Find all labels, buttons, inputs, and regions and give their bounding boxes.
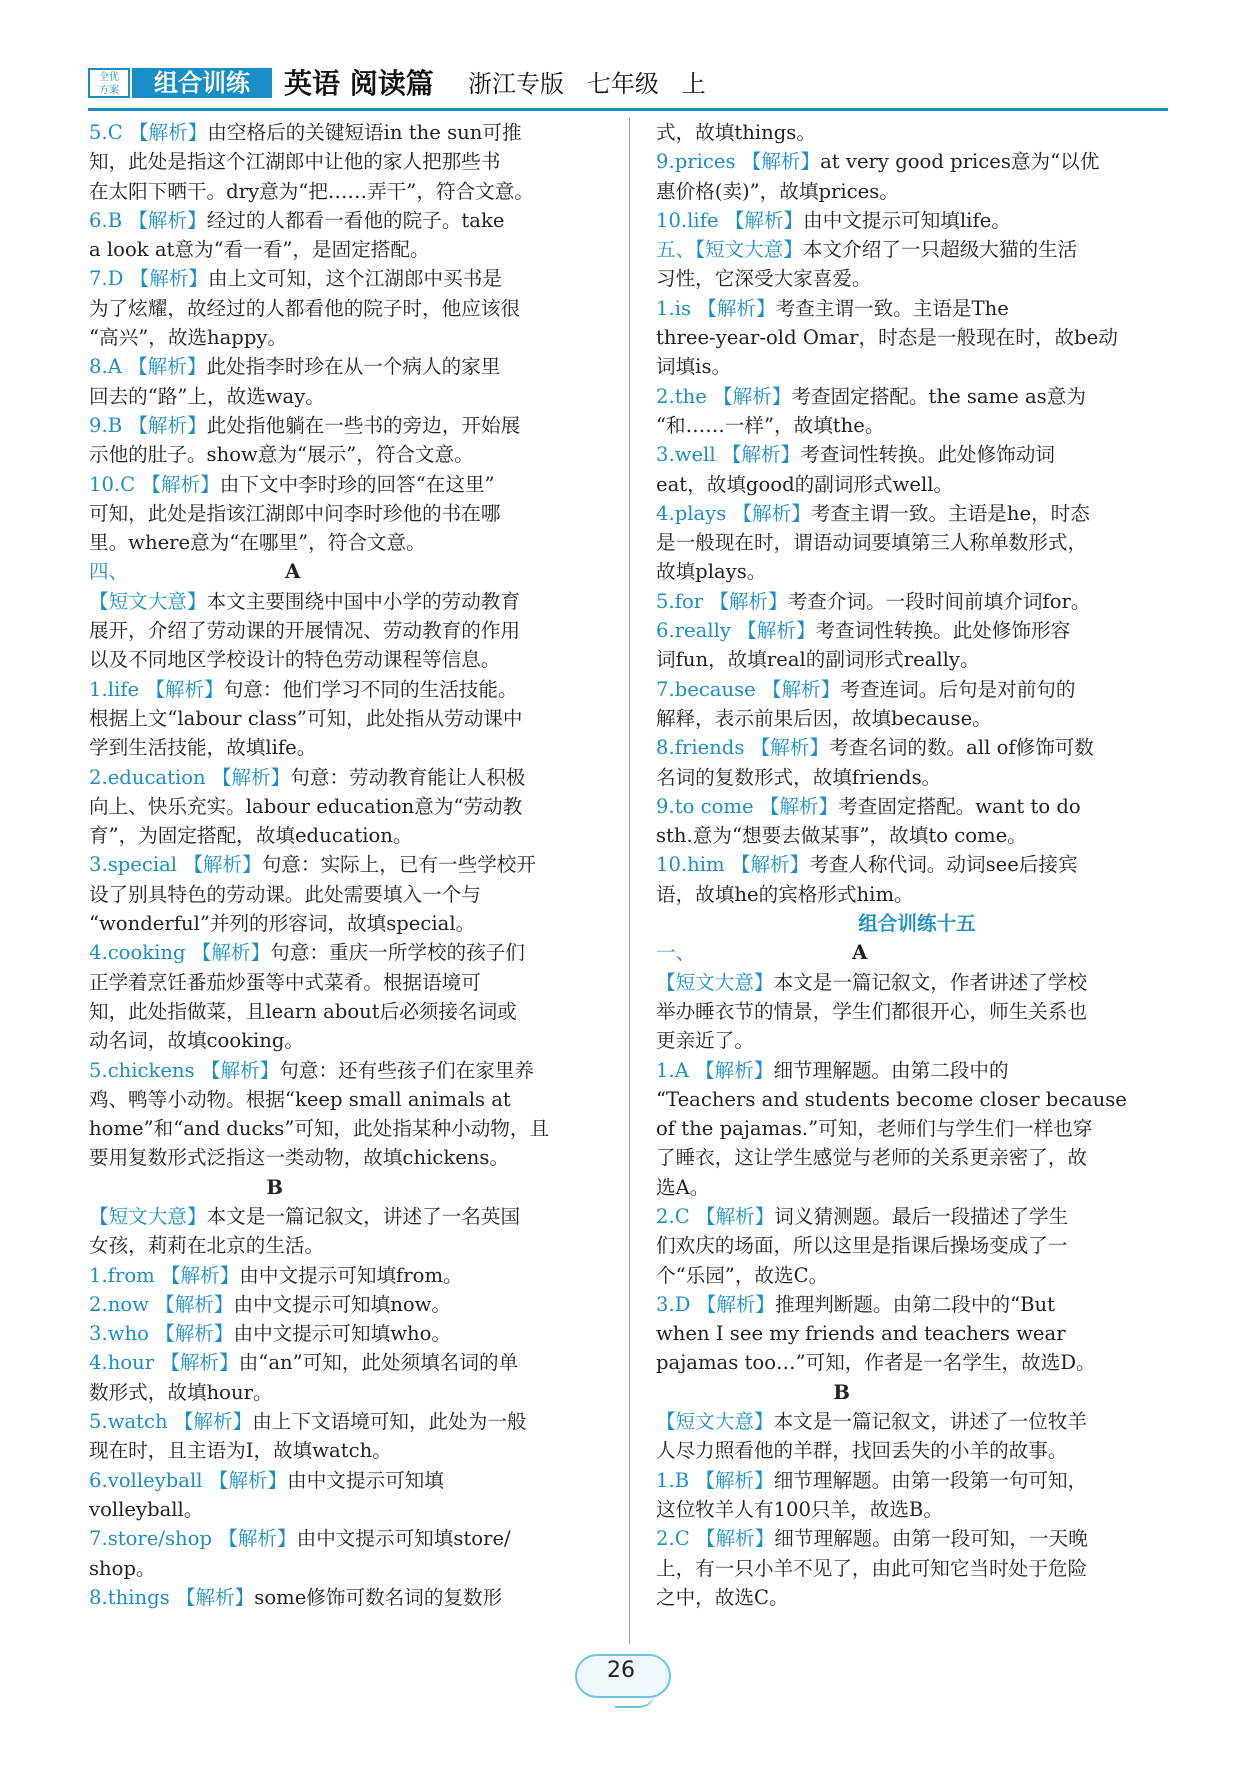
analysis-tag: 【解析】 [128, 413, 207, 437]
text-line [656, 616, 1178, 645]
text-line [89, 1290, 611, 1319]
text-line [656, 792, 1178, 821]
analysis-tag: 【解析】 [695, 1058, 774, 1082]
text-segment: 考查主谓一致。主语是The [775, 296, 1009, 320]
analysis-tag: 【解析】 [141, 472, 220, 496]
right-column [656, 118, 1178, 1612]
analysis-tag: 【解析】 [191, 941, 271, 965]
text-line [656, 382, 1178, 411]
text-segment: eat，故填good的副词形式well。 [656, 472, 954, 496]
analysis-tag: 【解析】 [696, 1292, 776, 1316]
analysis-tag: 【解析】 [732, 501, 811, 525]
answer-key: 3.well [656, 443, 722, 467]
analysis-tag: 【解析】 [129, 267, 209, 291]
page-header [88, 62, 1168, 106]
part-label: B [656, 1380, 850, 1404]
text-segment: 更亲近了。 [656, 1029, 754, 1053]
answer-key: 8.friends [656, 736, 751, 760]
text-line [656, 147, 1178, 176]
text-segment: 可知，此处是指该江湖郎中问李时珍他的书在哪 [89, 501, 501, 525]
answer-key: 6.B [89, 208, 129, 232]
text-segment: 本文介绍了一只超级大猫的生活 [802, 238, 1078, 262]
text-line [89, 1114, 611, 1143]
text-segment: 由中文提示可知填life。 [803, 208, 1011, 232]
text-line [656, 821, 1178, 850]
text-line [89, 1173, 611, 1202]
text-line [89, 880, 611, 909]
text-line [89, 206, 611, 235]
text-segment: 惠价格(卖)”，故填prices。 [656, 179, 899, 203]
text-line [656, 470, 1178, 499]
answer-key: 1.A [656, 1058, 696, 1082]
text-segment: three-year-old Omar，时态是一般现在时，故be动 [656, 326, 1118, 350]
text-line [89, 733, 611, 762]
analysis-tag: 【短文大意】 [89, 589, 207, 613]
part-label: A [128, 560, 301, 584]
text-segment: volleyball。 [89, 1497, 204, 1521]
answer-key: 2.education [89, 765, 212, 789]
text-line [89, 850, 611, 879]
analysis-tag: 【解析】 [741, 150, 821, 174]
text-segment: 考查词性转换。此处修饰动词 [800, 443, 1055, 467]
text-line [656, 264, 1178, 293]
text-segment: 向上、快乐充实。labour education意为“劳动教 [89, 794, 523, 818]
answer-key: 2.C [656, 1204, 696, 1228]
text-segment: 细节理解题。由第二段中的 [773, 1058, 1009, 1082]
text-segment: “Teachers and students become closer because [656, 1087, 1127, 1111]
text-segment: 是一般现在时，谓语动词要填第三人称单数形式， [656, 531, 1088, 555]
text-line [656, 1348, 1178, 1377]
text-line [89, 177, 611, 206]
analysis-tag: 【解析】 [208, 1468, 288, 1492]
text-segment: sth.意为“想要去做某事”，故填to come。 [656, 824, 1027, 848]
text-line [89, 528, 611, 557]
text-segment: 举办睡衣节的情景，学生们都很开心，师生关系也 [656, 999, 1088, 1023]
answer-key: 9.prices [656, 150, 742, 174]
text-segment: 本文是一篇记叙文，作者讲述了学校 [773, 970, 1088, 994]
answer-key: 4.hour [89, 1351, 161, 1375]
answer-key: 8.A [89, 355, 129, 379]
section-heading: 组合训练十五 [858, 912, 976, 936]
text-line [89, 1524, 611, 1553]
text-segment: 词填is。 [656, 355, 732, 379]
text-segment: pajamas too…”可知，作者是一名学生，故选D。 [656, 1351, 1096, 1375]
text-segment: 句意：重庆一所学校的孩子们 [270, 941, 525, 965]
analysis-tag: 【短文大意】 [89, 1204, 207, 1228]
text-line [656, 1231, 1178, 1260]
text-segment: 细节理解题。由第一段可知，一天晚 [774, 1527, 1088, 1551]
text-line [89, 1348, 611, 1377]
analysis-tag: 【解析】 [155, 1322, 234, 1346]
text-segment: 以及不同地区学校设计的特色劳动课程等信息。 [89, 648, 501, 672]
text-line [656, 1056, 1178, 1085]
text-line [656, 235, 1178, 264]
text-line [656, 1173, 1178, 1202]
text-segment: 考查名词的数。all of修饰可数 [829, 736, 1095, 760]
text-line [89, 997, 611, 1026]
text-segment: 由下文中李时珍的回答“在这里” [219, 472, 495, 496]
analysis-tag: 【解析】 [724, 208, 804, 232]
text-line [89, 1143, 611, 1172]
text-segment: 正学着烹饪番茄炒蛋等中式菜肴。根据语境可 [89, 970, 481, 994]
text-segment: of the pajamas.”可知，老师们与学生们一样也穿 [656, 1117, 1093, 1141]
analysis-tag: 【解析】 [175, 1585, 255, 1609]
text-segment: 为了炫耀，故经过的人都看他的院子时，他应该很 [89, 296, 521, 320]
text-segment: home”和“and ducks”可知，此处指某种小动物，且 [89, 1117, 550, 1141]
left-column [89, 118, 611, 1612]
text-segment: 句意：实际上，已有一些学校开 [261, 853, 536, 877]
answer-key: 7.D [89, 267, 130, 291]
text-line [656, 587, 1178, 616]
text-line [89, 1261, 611, 1290]
analysis-tag: 【解析】 [730, 853, 810, 877]
text-segment: shop。 [89, 1556, 156, 1580]
text-line [656, 352, 1178, 381]
text-line [656, 1085, 1178, 1114]
text-segment: “高兴”，故选happy。 [89, 326, 288, 350]
text-line [656, 177, 1178, 206]
answer-key: 5.watch [89, 1410, 174, 1434]
text-segment: 句意：劳动教育能让人积极 [290, 765, 526, 789]
analysis-tag: 【解析】 [128, 208, 207, 232]
text-line [89, 557, 611, 586]
answer-key: 2.the [656, 384, 714, 408]
text-segment: 考查词性转换。此处修饰形容 [815, 619, 1071, 643]
answer-key: 4.plays [656, 501, 733, 525]
brand-bottom: 方案 [99, 85, 119, 96]
text-segment: “和……一样”，故填the。 [656, 413, 885, 437]
text-line [89, 411, 611, 440]
answer-key: 9.B [89, 413, 129, 437]
text-segment: 示他的肚子。show意为“展示”，符合文意。 [89, 443, 474, 467]
text-line [89, 1319, 611, 1348]
answer-key: 2.C [656, 1527, 696, 1551]
analysis-tag: 【解析】 [750, 736, 829, 760]
book-edition: 浙江专版 七年级 上 [468, 70, 706, 98]
text-segment: 上，有一只小羊不见了，由此可知它当时处于危险 [656, 1556, 1088, 1580]
text-segment: 考查连词。后句是对前句的 [840, 677, 1076, 701]
text-line [89, 763, 611, 792]
text-line [656, 206, 1178, 235]
text-line [656, 675, 1178, 704]
answer-key: 8.things [89, 1585, 176, 1609]
text-line [89, 440, 611, 469]
text-line [656, 1290, 1178, 1319]
text-segment: 本文主要围绕中国中小学的劳动教育 [206, 589, 521, 613]
page-number: 26 [607, 1658, 635, 1683]
text-segment: 由中文提示可知填from。 [239, 1263, 463, 1287]
text-segment: 知，此处是指这个江湖郎中让他的家人把那些书 [89, 150, 501, 174]
text-line [89, 1466, 611, 1495]
text-segment: 习性，它深受大家喜爱。 [656, 267, 872, 291]
text-line [656, 1143, 1178, 1172]
text-line [656, 880, 1178, 909]
header-rule [88, 108, 1168, 111]
text-line [89, 909, 611, 938]
text-line [89, 1085, 611, 1114]
text-line [89, 1407, 611, 1436]
analysis-tag: 【解析】 [695, 1527, 775, 1551]
text-line [89, 1056, 611, 1085]
text-line [656, 557, 1178, 586]
text-line [656, 528, 1178, 557]
text-segment: when I see my friends and teachers wear [656, 1322, 1066, 1346]
text-line [89, 1554, 611, 1583]
text-line [89, 1495, 611, 1524]
text-segment: 动名词，故填cooking。 [89, 1029, 305, 1053]
text-segment: 细节理解题。由第一段第一句可知， [773, 1468, 1088, 1492]
text-segment: 句意：还有些孩子们在家里养 [279, 1058, 534, 1082]
text-line [656, 850, 1178, 879]
text-segment: 由中文提示可知填who。 [233, 1322, 452, 1346]
text-line [89, 352, 611, 381]
text-line [89, 821, 611, 850]
text-segment: 名词的复数形式，故填friends。 [656, 765, 942, 789]
analysis-tag: 【解析】 [128, 121, 208, 144]
text-segment: 由上文可知，这个江湖郎中买书是 [208, 267, 502, 291]
text-line [656, 909, 1178, 938]
part-label: B [89, 1175, 283, 1199]
answer-key: 4.cooking [89, 941, 192, 965]
answer-key: 10.C [89, 472, 142, 496]
text-line [656, 1114, 1178, 1143]
text-segment: 考查介词。一段时间前填介词for。 [787, 589, 1091, 613]
analysis-tag: 【解析】 [200, 1058, 280, 1082]
text-segment: 选A。 [656, 1175, 710, 1199]
text-segment: 此处指李时珍在从一个病人的家里 [206, 355, 501, 379]
text-line [656, 1407, 1178, 1436]
text-line [89, 968, 611, 997]
answer-key: 6.really [656, 619, 738, 643]
text-line [656, 411, 1178, 440]
text-line [656, 1202, 1178, 1231]
text-segment: 本文是一篇记叙文，讲述了一名英国 [206, 1204, 521, 1228]
text-line [89, 323, 611, 352]
text-segment: 由中文提示可知填store/ [296, 1527, 511, 1551]
analysis-tag: 【解析】 [721, 443, 801, 467]
text-line [656, 938, 1178, 967]
text-segment: 经过的人都看一看他的院子。take [206, 208, 505, 232]
text-line [89, 1583, 611, 1612]
text-line [656, 997, 1178, 1026]
text-line [89, 470, 611, 499]
analysis-tag: 【解析】 [759, 794, 839, 818]
answer-key: 3.D [656, 1292, 697, 1316]
text-segment: at very good prices意为“以优 [820, 150, 1100, 174]
text-segment: 之中，故选C。 [656, 1585, 789, 1609]
text-line [656, 294, 1178, 323]
answer-key: 3.special [89, 853, 184, 877]
text-segment: 本文是一篇记叙文，讲述了一位牧羊 [773, 1410, 1088, 1434]
text-line [89, 235, 611, 264]
text-line [656, 1466, 1178, 1495]
text-segment: 考查主谓一致。主语是he，时态 [810, 501, 1090, 525]
answer-key: 3.who [89, 1322, 156, 1346]
text-line [656, 733, 1178, 762]
book-title: 英语 阅读篇 [284, 67, 434, 100]
text-segment: 在太阳下晒干。dry意为“把……弄干”，符合文意。 [89, 179, 534, 203]
text-segment: 考查固定搭配。the same as意为 [791, 384, 1086, 408]
answer-key: 1.life [89, 677, 146, 701]
text-line [89, 1378, 611, 1407]
text-segment: some修饰可数名词的复数形 [254, 1585, 503, 1609]
text-line [89, 294, 611, 323]
text-segment: 回去的“路”上，故选way。 [89, 384, 325, 408]
answer-key: 7.because [656, 677, 762, 701]
section-number: 一、 [656, 941, 696, 965]
text-segment: 数形式，故填hour。 [89, 1380, 273, 1404]
page-number-badge [575, 1648, 675, 1704]
text-segment: 知，此处指做菜，且learn about后必须接名词或 [89, 999, 517, 1023]
analysis-tag: 【解析】 [183, 853, 262, 877]
text-line [656, 499, 1178, 528]
text-segment: 推理判断题。由第二段中的“But [775, 1292, 1056, 1316]
text-segment: 根据上文“labour class”可知，此处指从劳动课中 [89, 706, 523, 730]
text-line [89, 118, 611, 147]
text-line [656, 118, 1178, 147]
text-line [89, 616, 611, 645]
answer-key: 2.now [89, 1292, 156, 1316]
text-segment: 鸡、鸭等小动物。根据“keep small animals at [89, 1087, 511, 1111]
text-segment: 了睡衣，这让学生感觉与老师的关系更亲密了，故 [656, 1146, 1088, 1170]
analysis-tag: 【解析】 [695, 1468, 774, 1492]
answer-key: 9.to come [656, 794, 760, 818]
text-line [89, 1202, 611, 1231]
text-line [656, 1378, 1178, 1407]
answer-key: 1.from [89, 1263, 161, 1287]
text-line [656, 440, 1178, 469]
text-segment: 由中文提示可知填now。 [233, 1292, 452, 1316]
text-line [89, 499, 611, 528]
text-segment: 语，故填he的宾格形式him。 [656, 882, 914, 906]
analysis-tag: 【解析】 [762, 677, 841, 701]
analysis-tag: 【解析】 [709, 589, 788, 613]
text-line [656, 1495, 1178, 1524]
text-segment: 这位牧羊人有100只羊，故选B。 [656, 1497, 943, 1521]
text-line [656, 1583, 1178, 1612]
text-line [656, 1261, 1178, 1290]
text-line [656, 1524, 1178, 1553]
text-segment: 此处指他躺在一些书的旁边，开始展 [206, 413, 521, 437]
text-line [89, 382, 611, 411]
text-line [89, 1436, 611, 1465]
analysis-tag: 【解析】 [737, 619, 816, 643]
analysis-tag: 【解析】 [128, 355, 207, 379]
text-line [656, 968, 1178, 997]
text-segment: 人尽力照看他的羊群，找回丢失的小羊的故事。 [656, 1439, 1068, 1463]
analysis-tag: 【解析】 [218, 1527, 297, 1551]
text-segment: 词义猜测题。最后一段描述了学生 [774, 1204, 1069, 1228]
text-line [89, 938, 611, 967]
text-segment: 个“乐园”，故选C。 [656, 1263, 829, 1287]
answer-key: 1.B [656, 1468, 696, 1492]
analysis-tag: 【解析】 [145, 677, 224, 701]
text-segment: 里。where意为“在哪里”，符合文意。 [89, 531, 426, 555]
text-segment: a look at意为“看一看”，是固定搭配。 [89, 238, 430, 262]
text-line [656, 645, 1178, 674]
badge-swirl [615, 1692, 655, 1708]
text-segment: 们欢庆的场面，所以这里是指课后操场变成了一 [656, 1234, 1068, 1258]
brand-top: 全优 [99, 72, 119, 83]
analysis-tag: 【解析】 [173, 1410, 253, 1434]
text-line [89, 792, 611, 821]
text-segment: 解释，表示前果后因，故填because。 [656, 706, 992, 730]
text-segment: 女孩，莉莉在北京的生活。 [89, 1234, 325, 1258]
text-segment: 现在时，且主语为I，故填watch。 [89, 1439, 392, 1463]
text-segment: 由上下文语境可知，此处为一般 [252, 1410, 527, 1434]
text-line [656, 763, 1178, 792]
analysis-tag: 【解析】 [697, 296, 776, 320]
analysis-tag: 【解析】 [211, 765, 291, 789]
text-segment: 学到生活技能，故填life。 [89, 736, 317, 760]
text-line [89, 645, 611, 674]
text-line [89, 1231, 611, 1260]
answer-key: 1.is [656, 296, 698, 320]
text-segment: 词fun，故填real的副词形式really。 [656, 648, 980, 672]
text-segment: 展开，介绍了劳动课的开展情况、劳动教育的作用 [89, 619, 521, 643]
text-line [89, 1026, 611, 1055]
analysis-tag: 【解析】 [160, 1351, 239, 1375]
analysis-tag: 【解析】 [160, 1263, 240, 1287]
answer-key: 5.C [89, 121, 129, 144]
text-line [656, 323, 1178, 352]
answer-key: 5.for [656, 589, 710, 613]
section-number: 四、 [89, 560, 129, 584]
answer-key: 10.him [656, 853, 731, 877]
text-segment: “wonderful”并列的形容词，故填special。 [89, 912, 476, 936]
part-label: A [695, 941, 868, 965]
answer-key: 6.volleyball [89, 1468, 209, 1492]
text-segment: 要用复数形式泛指这一类动物，故填chickens。 [89, 1146, 510, 1170]
answer-key: 7.store/shop [89, 1527, 219, 1551]
text-segment: 由“an”可知，此处须填名词的单 [238, 1351, 519, 1375]
text-line [656, 1026, 1178, 1055]
column-divider [629, 118, 630, 1644]
text-line [89, 264, 611, 293]
text-segment: 由空格后的关键短语in the sun可推 [207, 121, 522, 144]
text-line [656, 1436, 1178, 1465]
text-segment: 考查人称代词。动词see后接宾 [809, 853, 1078, 877]
text-segment: 育”，为固定搭配，故填education。 [89, 824, 413, 848]
text-line [89, 587, 611, 616]
text-segment: 故填plays。 [656, 560, 767, 584]
analysis-tag: 【解析】 [155, 1292, 234, 1316]
text-segment: 由中文提示可知填 [287, 1468, 444, 1492]
answer-key: 5.chickens [89, 1058, 201, 1082]
series-name: 组合训练 [132, 68, 272, 98]
text-segment: 式，故填things。 [656, 121, 816, 144]
analysis-tag: 【解析】 [695, 1204, 775, 1228]
text-line [656, 1319, 1178, 1348]
text-segment: 设了别具特色的劳动课。此处需要填入一个与 [89, 882, 481, 906]
text-line [656, 1554, 1178, 1583]
text-segment: 考查固定搭配。want to do [838, 794, 1081, 818]
analysis-tag: 五、【短文大意】 [656, 238, 803, 262]
analysis-tag: 【解析】 [713, 384, 792, 408]
text-segment: 句意：他们学习不同的生活技能。 [223, 677, 518, 701]
analysis-tag: 【短文大意】 [656, 970, 774, 994]
text-line [89, 147, 611, 176]
text-line [89, 704, 611, 733]
answer-key: 10.life [656, 208, 725, 232]
analysis-tag: 【短文大意】 [656, 1410, 774, 1434]
text-line [656, 704, 1178, 733]
brand-logo [88, 68, 130, 98]
text-line [89, 675, 611, 704]
